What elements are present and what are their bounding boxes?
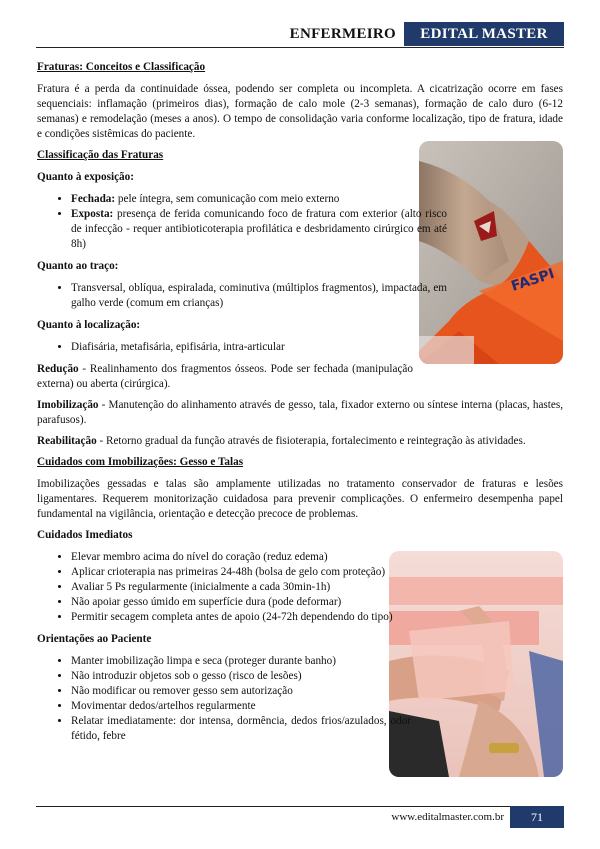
page-content (37, 60, 563, 751)
list-item: • Fechada: pele íntegra, sem comunicação com meio externo (71, 192, 447, 207)
list-item: • Relatar imediatamente: dor intensa, dormência, dedos frios/azulados, odor fétido, febre (71, 714, 411, 744)
list-item: • Movimentar dedos/artelhos regularmente (71, 699, 411, 714)
exposure-title: Quanto à exposição: (37, 171, 134, 183)
immediate-care-list (37, 550, 411, 625)
list-item: • Não apoiar gesso úmido em superfície dura (pode deformar) (71, 595, 411, 610)
header-subject: ENFERMEIRO (289, 26, 396, 42)
page-header (286, 22, 564, 46)
location-title: Quanto à localização: (37, 319, 141, 331)
subsection-title-classification: Classificação das Fraturas (37, 149, 164, 161)
list-item: • Permitir secagem completa antes de apoio (24-72h dependendo do tipo) (71, 610, 411, 625)
stretcher-lettering: FASPI (509, 265, 557, 295)
immobilization-paragraph: Imobilização - Manutenção do alinhamento através de gesso, tala, fixador externo ou síntese interna (placas, hastes, parafusos). (37, 399, 563, 426)
header-brand: EDITAL MASTER (404, 22, 564, 46)
list-item: • Avaliar 5 Ps regularmente (inicialmente a cada 30min-1h) (71, 580, 411, 595)
section-title-fractures: Fraturas: Conceitos e Classificação (37, 61, 206, 73)
header-divider (36, 47, 564, 48)
trace-title: Quanto ao traço: (37, 260, 119, 272)
list-item: • Transversal, oblíqua, espiralada, cominutiva (múltiplos fragmentos), impactada, em galho verde (comum em crianças) (71, 281, 447, 311)
list-item: • Manter imobilização limpa e seca (proteger durante banho) (71, 654, 411, 669)
list-item: • Não introduzir objetos sob o gesso (risco de lesões) (71, 669, 411, 684)
fractures-intro: Fratura é a perda da continuidade óssea, podendo ser completa ou incompleta. A cicatrização ocorre em fases sequenciais: inflamação (primeiros dias), formação de calo mole (2-3 semanas), formação de calo duro (6-12 semanas) e remodelação (meses a anos). O tempo de consolidação varia conforme localização, tipo de fratura, idade e condições sistêmicas do paciente. (37, 83, 563, 140)
immediate-care-title: Cuidados Imediatos (37, 529, 133, 541)
rehabilitation-paragraph: Reabilitação - Retorno gradual da função através de fisioterapia, fortalecimento e reintegração às atividades. (37, 435, 526, 447)
patient-guidance-list (37, 654, 411, 744)
exposure-list (37, 192, 447, 252)
list-item: • Elevar membro acima do nível do coração (reduz edema) (71, 550, 411, 565)
list-item: • Não modificar ou remover gesso sem autorização (71, 684, 411, 699)
reduction-paragraph: Redução - Realinhamento dos fragmentos ósseos. Pode ser fechada (manipulação externa) ou aberta (cirúrgica). (37, 363, 413, 390)
trace-list (37, 281, 447, 311)
list-item: • Aplicar crioterapia nas primeiras 24-48h (bolsa de gelo com proteção) (71, 565, 411, 580)
section-title-casts: Cuidados com Imobilizações: Gesso e Talas (37, 456, 244, 468)
list-item: • Diafisária, metafisária, epifisária, intra-articular (71, 340, 447, 355)
patient-guidance-title: Orientações ao Paciente (37, 633, 152, 645)
page-number: 71 (510, 806, 564, 828)
footer-website-link[interactable]: www.editalmaster.com.br (391, 811, 504, 823)
casts-intro: Imobilizações gessadas e talas são amplamente utilizadas no tratamento conservador de fraturas e lesões ligamentares. Requerem monitorização cuidadosa para prevenir complicações. O enfermeiro desempenha papel fundamental na vigilância, orientação e detecção precoce de problemas. (37, 478, 563, 520)
list-item: • Exposta: presença de ferida comunicando foco de fratura com exterior (alto risco de infecção - requer antibioticoterapia profilática e desbridamento cirúrgico em até 8h) (71, 207, 447, 252)
location-list (37, 340, 447, 355)
footer-divider (36, 806, 564, 807)
